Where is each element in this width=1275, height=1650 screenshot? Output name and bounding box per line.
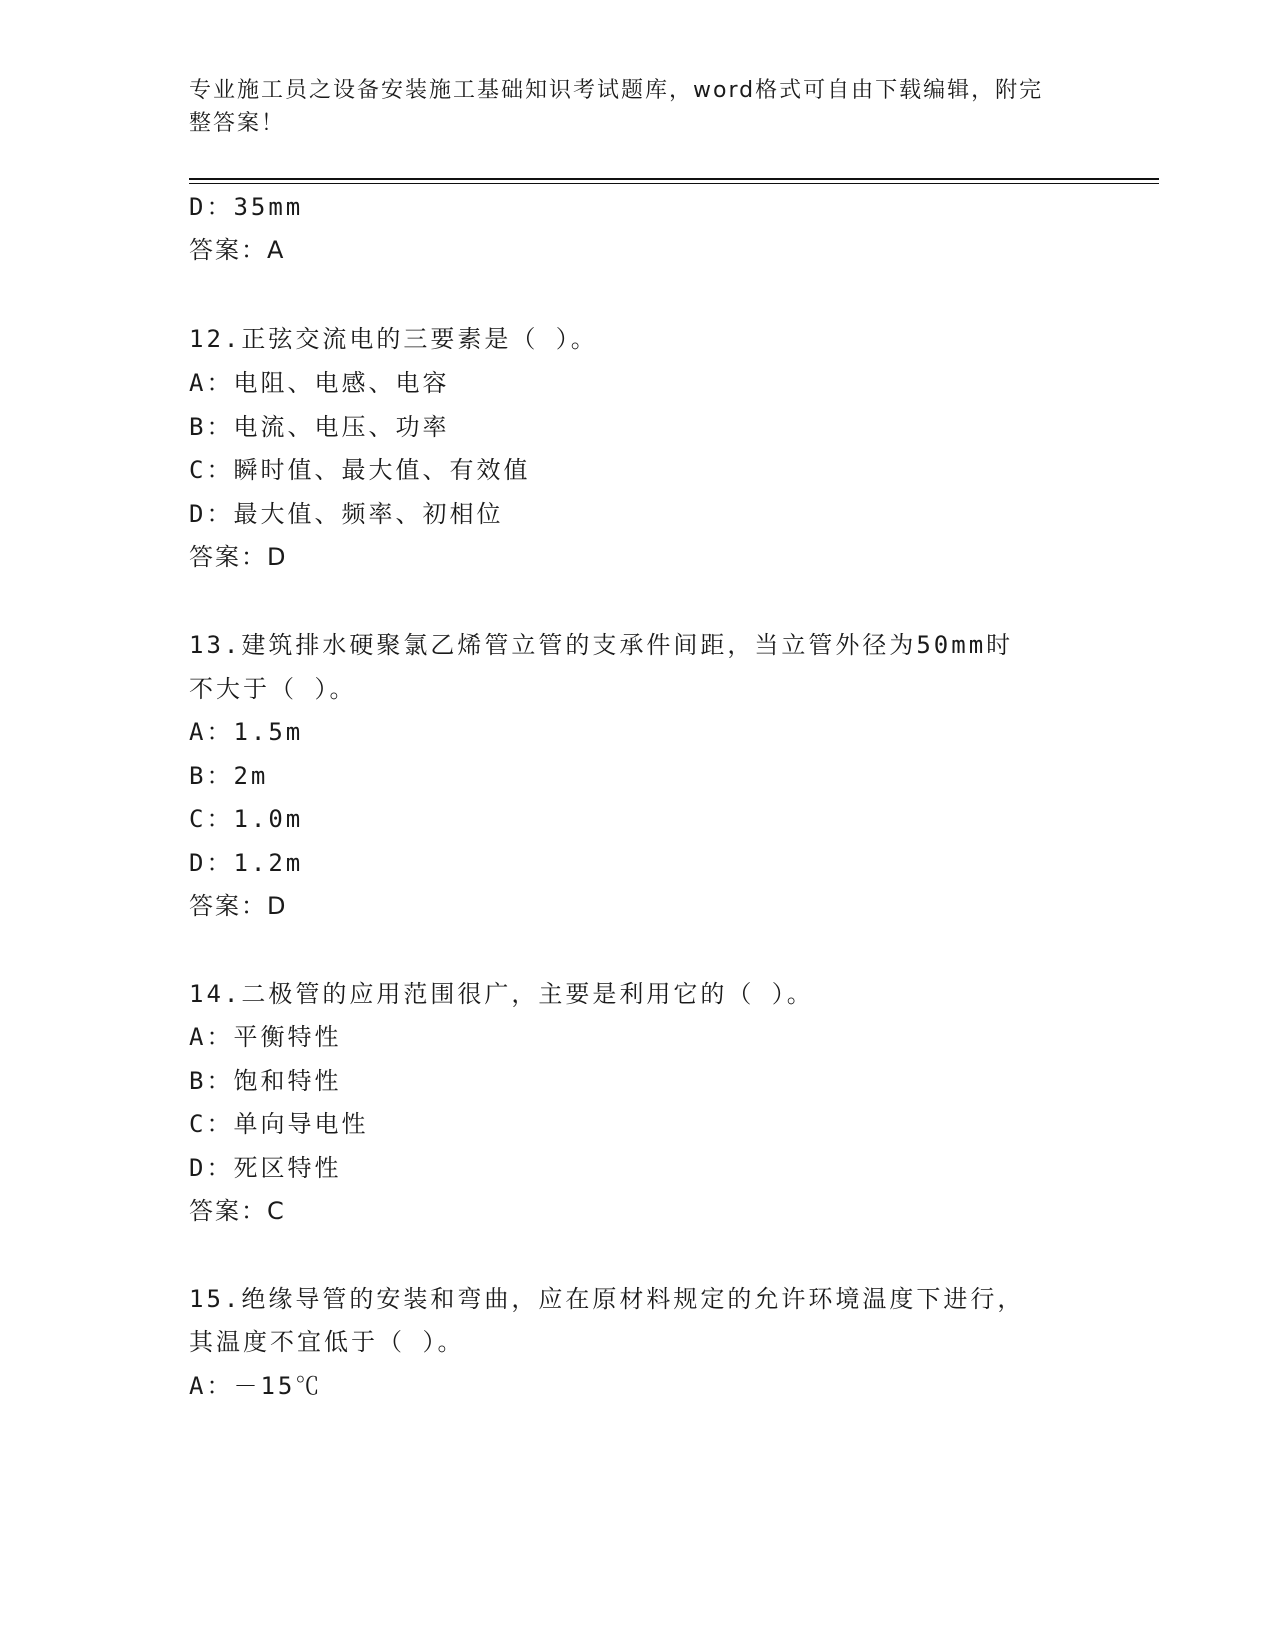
header-line-1: 专业施工员之设备安装施工基础知识考试题库，word格式可自由下载编辑，附完 <box>189 78 1044 103</box>
q13-option-b: B：2m <box>189 762 269 790</box>
q13-option-c: C：1.0m <box>189 805 304 833</box>
q14-answer: 答案：C <box>189 1197 286 1225</box>
document-header <box>189 74 1069 140</box>
header-divider-thin <box>189 183 1159 184</box>
q13-stem-line-1: 13.建筑排水硬聚氯乙烯管立管的支承件间距，当立管外径为50mm时 <box>189 631 1014 659</box>
q15-stem-line-1: 15.绝缘导管的安装和弯曲，应在原材料规定的允许环境温度下进行， <box>189 1285 1025 1313</box>
q12-stem: 12.正弦交流电的三要素是（ ）。 <box>189 325 598 353</box>
header-line-2: 整答案！ <box>189 111 286 136</box>
q12-answer: 答案：D <box>189 543 288 571</box>
header-divider-thick <box>189 178 1159 180</box>
prev-option-d: D：35mm <box>189 193 304 221</box>
q14-option-d: D：死区特性 <box>189 1154 342 1182</box>
q13-option-d: D：1.2m <box>189 849 304 877</box>
q12-option-d: D：最大值、频率、初相位 <box>189 500 504 528</box>
q13-option-a: A：1.5m <box>189 718 304 746</box>
q14-option-b: B：饱和特性 <box>189 1067 342 1095</box>
q13-answer: 答案：D <box>189 892 288 920</box>
q14-option-a: A：平衡特性 <box>189 1023 342 1051</box>
q12-option-c: C：瞬时值、最大值、有效值 <box>189 456 531 484</box>
q13-stem-line-2: 不大于（ ）。 <box>189 675 357 703</box>
q15-stem-line-2: 其温度不宜低于（ ）。 <box>189 1328 465 1356</box>
q14-option-c: C：单向导电性 <box>189 1110 369 1138</box>
q14-stem: 14.二极管的应用范围很广，主要是利用它的（ ）。 <box>189 980 814 1008</box>
q12-option-a: A：电阻、电感、电容 <box>189 369 450 397</box>
q15-option-a: A：－15℃ <box>189 1372 323 1400</box>
q12-option-b: B：电流、电压、功率 <box>189 413 450 441</box>
prev-answer: 答案：A <box>189 236 286 264</box>
